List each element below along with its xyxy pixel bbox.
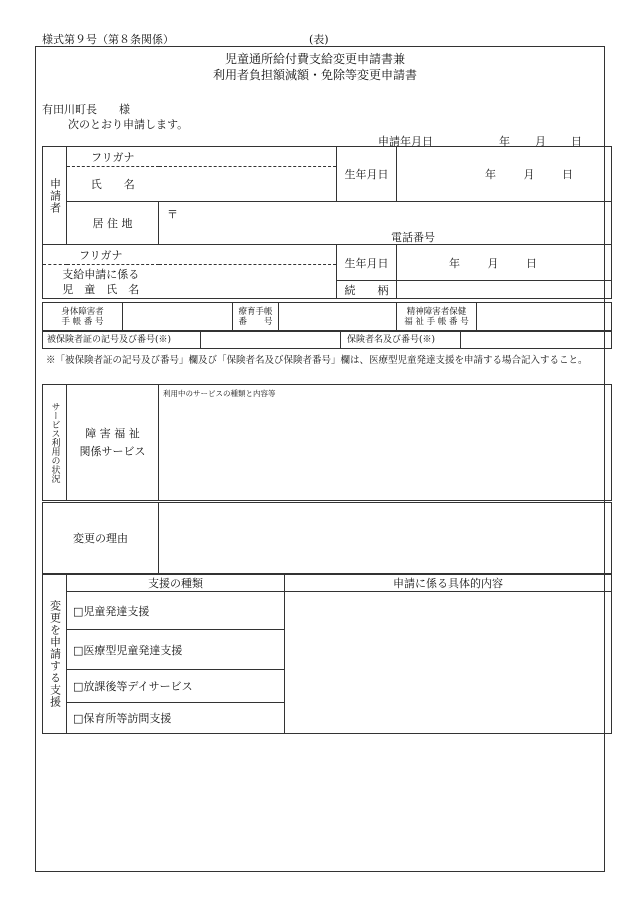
applicant-section-label: 申請者 (43, 147, 67, 245)
addressee: 有田川町長 様 (42, 103, 130, 116)
reason-table (42, 502, 612, 574)
mental-cert-label: 精神障害者保健 福 祉 手 帳 番 号 (397, 303, 477, 331)
child-birthdate-field[interactable]: 年 月 日 (397, 245, 612, 281)
support-content-field[interactable] (285, 592, 612, 734)
child-relation-label: 続 柄 (337, 281, 397, 299)
child-birthdate-label: 生年月日 (337, 245, 397, 281)
physical-cert-label: 身体障害者 手 帳 番 号 (43, 303, 123, 331)
service-content-label: 利用中のサービスの種類と内容等 (163, 389, 276, 398)
change-support-table (42, 574, 612, 734)
child-furigana-field[interactable] (159, 245, 337, 265)
applicant-table (42, 146, 612, 299)
ryoiku-cert-label: 療育手帳 番 号 (233, 303, 279, 331)
insurer-field[interactable] (461, 332, 612, 349)
support-option-3[interactable]: □放課後等デイサービス (67, 670, 285, 703)
postal-mark: 〒 (167, 208, 178, 221)
applicant-name-label: 氏 名 (67, 167, 159, 202)
form-title-line2: 利用者負担額減額・免除等変更申請書 (212, 68, 417, 82)
child-furigana-label: フリガナ (43, 245, 159, 265)
application-date-label: 申請年月日 (378, 135, 433, 148)
insurer-label: 保険者名及び番号(※) (341, 332, 461, 349)
form-title-line1: 児童通所給付費支給変更申請書兼 (224, 52, 405, 66)
service-content-field[interactable] (159, 385, 612, 501)
application-date-month: 月 (535, 135, 546, 148)
change-support-label: 変更を申請する支援 (43, 575, 67, 734)
child-name-label: 支給申請に係る 児 童 氏 名 (43, 265, 159, 299)
reason-label: 変更の理由 (43, 503, 159, 574)
reason-field[interactable] (159, 503, 612, 574)
applicant-name-field[interactable] (159, 167, 337, 202)
service-status-label: サービス利用の状況 (43, 385, 67, 501)
insurance-cert-field[interactable] (201, 332, 341, 349)
support-content-header: 申請に係る具体的内容 (285, 575, 612, 592)
form-number: 様式第９号（第８条関係） (42, 33, 174, 46)
applicant-birthdate-field[interactable]: 年 月 日 (397, 147, 612, 202)
phone-label: 電話番号 (391, 231, 435, 244)
application-date-day: 日 (571, 135, 582, 148)
applicant-furigana-field[interactable] (159, 147, 337, 167)
support-option-1[interactable]: □児童発達支援 (67, 592, 285, 630)
insurance-table (42, 331, 612, 349)
child-relation-field[interactable] (397, 281, 612, 299)
applicant-address-label: 居 住 地 (67, 202, 159, 245)
applicant-furigana-label: フリガナ (67, 147, 159, 167)
support-option-2[interactable]: □医療型児童発達支援 (67, 630, 285, 670)
support-option-4[interactable]: □保育所等訪問支援 (67, 703, 285, 734)
physical-cert-field[interactable] (123, 303, 233, 331)
application-date-year: 年 (499, 135, 510, 148)
service-status-table (42, 384, 612, 501)
certificate-table (42, 302, 612, 331)
service-category-label: 障 害 福 祉 関係サービス (67, 385, 159, 501)
support-type-header: 支援の種類 (67, 575, 285, 592)
applicant-birthdate-label: 生年月日 (337, 147, 397, 202)
mental-cert-field[interactable] (477, 303, 612, 331)
intro-text: 次のとおり申請します。 (68, 118, 189, 131)
applicant-address-field[interactable] (159, 202, 612, 245)
insurance-note: ※「被保険者証の記号及び番号」欄及び「保険者名及び保険者番号」欄は、医療型児童発達支援を申請する場合記入すること。 (46, 355, 588, 366)
page-side-label: (表) (309, 33, 329, 46)
ryoiku-cert-field[interactable] (279, 303, 397, 331)
insurance-cert-label: 被保険者証の記号及び番号(※) (43, 332, 201, 349)
child-name-field[interactable] (159, 265, 337, 299)
